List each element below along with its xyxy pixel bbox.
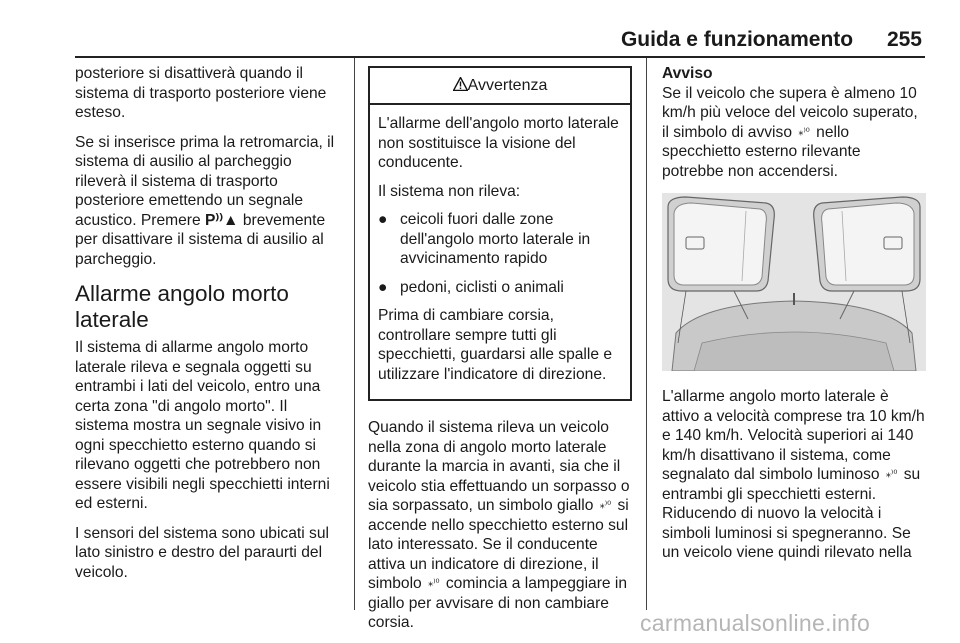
avviso-title: Avviso [662, 65, 713, 82]
section-title: Guida e funzionamento [620, 28, 854, 51]
detection-text-1: Quando il sistema rileva un veicolo nella zona di angolo morto laterale durante la marcia in avanti, sia che il veicolo stia effettuando un sorpasso o sia sorpassato, un simbolo giallo [368, 419, 630, 514]
blind-spot-symbol-icon: ⁎⁾⁰ [428, 578, 440, 589]
mirrors-illustration [662, 193, 926, 371]
warning-bullet [378, 278, 622, 298]
warning-bullet [378, 210, 622, 269]
parking-assist-button-icon: P⁾⁾▲ [205, 211, 239, 229]
reverse-text-2: brevemente per disattivare il sistema di ausilio al parcheggio. [75, 211, 326, 268]
column-1 [75, 64, 345, 592]
column-divider-1 [354, 58, 355, 610]
watermark: carmanualsonline.info [640, 610, 871, 636]
paragraph-detection [368, 418, 632, 633]
warning-title-text: Avvertenza [467, 77, 548, 94]
speed-text-2: su entrambi gli specchietti esterni. Riducendo di nuovo la velocità i simboli luminosi si spegneranno. Se un veicolo viene quindi rilevato nella [662, 466, 921, 561]
paragraph-carrier-note: posteriore si disattiverà quando il sistema di trasporto posteriore viene esteso. [75, 65, 327, 121]
bullet-dot-icon: ● [378, 278, 388, 296]
page-header [621, 28, 922, 52]
detection-text-3: comincia a lampeggiare in giallo per avvisare di non cambiare corsia. [368, 575, 628, 631]
column-3 [662, 64, 926, 573]
warning-box [368, 66, 632, 401]
paragraph-reverse-gear [75, 133, 345, 270]
warning-paragraph-3: Prima di cambiare corsia, controllare sempre tutti gli specchietti, guardarsi alle spalle e utilizzare l'indicatore di direzione. [378, 307, 613, 383]
page-number: 255 [886, 28, 922, 51]
reverse-text-1: Se si inserisce prima la retromarcia, il sistema di ausilio al parcheggio rileverà il sistema di trasporto posteriore emettendo un segnale acustico. Premere [75, 133, 335, 229]
bullet-text: ceicoli fuori dalle zone dell'angolo morto laterale in avvicinamento rapido [400, 211, 591, 267]
warning-title [370, 68, 630, 105]
speed-text-1: L'allarme angolo morto laterale è attivo a velocità comprese tra 10 km/h e 140 km/h. Velocità superiori ai 140 km/h disattivano il sistema, come segnalato dal simbolo luminoso [662, 388, 925, 483]
paragraph-speed-range [662, 387, 926, 563]
avviso-paragraph [662, 84, 926, 182]
section-heading-blind-spot: Allarme angolo morto laterale [75, 281, 289, 332]
blind-spot-symbol-icon: ⁎⁾⁰ [798, 126, 810, 138]
column-2 [368, 64, 632, 643]
header-rule [75, 56, 925, 58]
avviso-text-1: Se il veicolo che supera è almeno 10 km/h più veloce del veicolo superato, il simbolo di avviso [662, 84, 918, 141]
warning-paragraph-2: Il sistema non rileva: [378, 182, 521, 200]
warning-body [370, 105, 630, 399]
blind-spot-symbol-icon: ⁎⁾⁰ [599, 500, 612, 511]
detection-text-2: si accende nello specchietto esterno sul lato interessato. Se il conducente attiva un indicatore di direzione, il simbolo [368, 497, 629, 592]
column-divider-2 [646, 58, 647, 610]
blind-spot-symbol-icon: ⁎⁾⁰ [885, 469, 898, 480]
avviso-text-2: nello specchietto esterno rilevante potrebbe non accendersi. [662, 123, 861, 180]
bullet-text: pedoni, ciclisti o animali [400, 278, 564, 296]
paragraph-blind-spot-intro: Il sistema di allarme angolo morto laterale rileva e segnala oggetti su entrambi i lati del veicolo, entro una certa zona "di angolo morto". Il sistema mostra un segnale visivo in ogni specchietto esterno quando si rilevano oggetti che potrebbero non essere visibili negli specchietti interni ed esterni. [75, 339, 330, 512]
warning-triangle-icon [453, 77, 468, 94]
paragraph-sensors: I sensori del sistema sono ubicati sul lato sinistro e destro del paraurti del veicolo. [75, 524, 329, 581]
bullet-dot-icon: ● [378, 211, 388, 228]
warning-paragraph-1: L'allarme dell'angolo morto laterale non sostituisce la visione del conducente. [378, 115, 619, 171]
